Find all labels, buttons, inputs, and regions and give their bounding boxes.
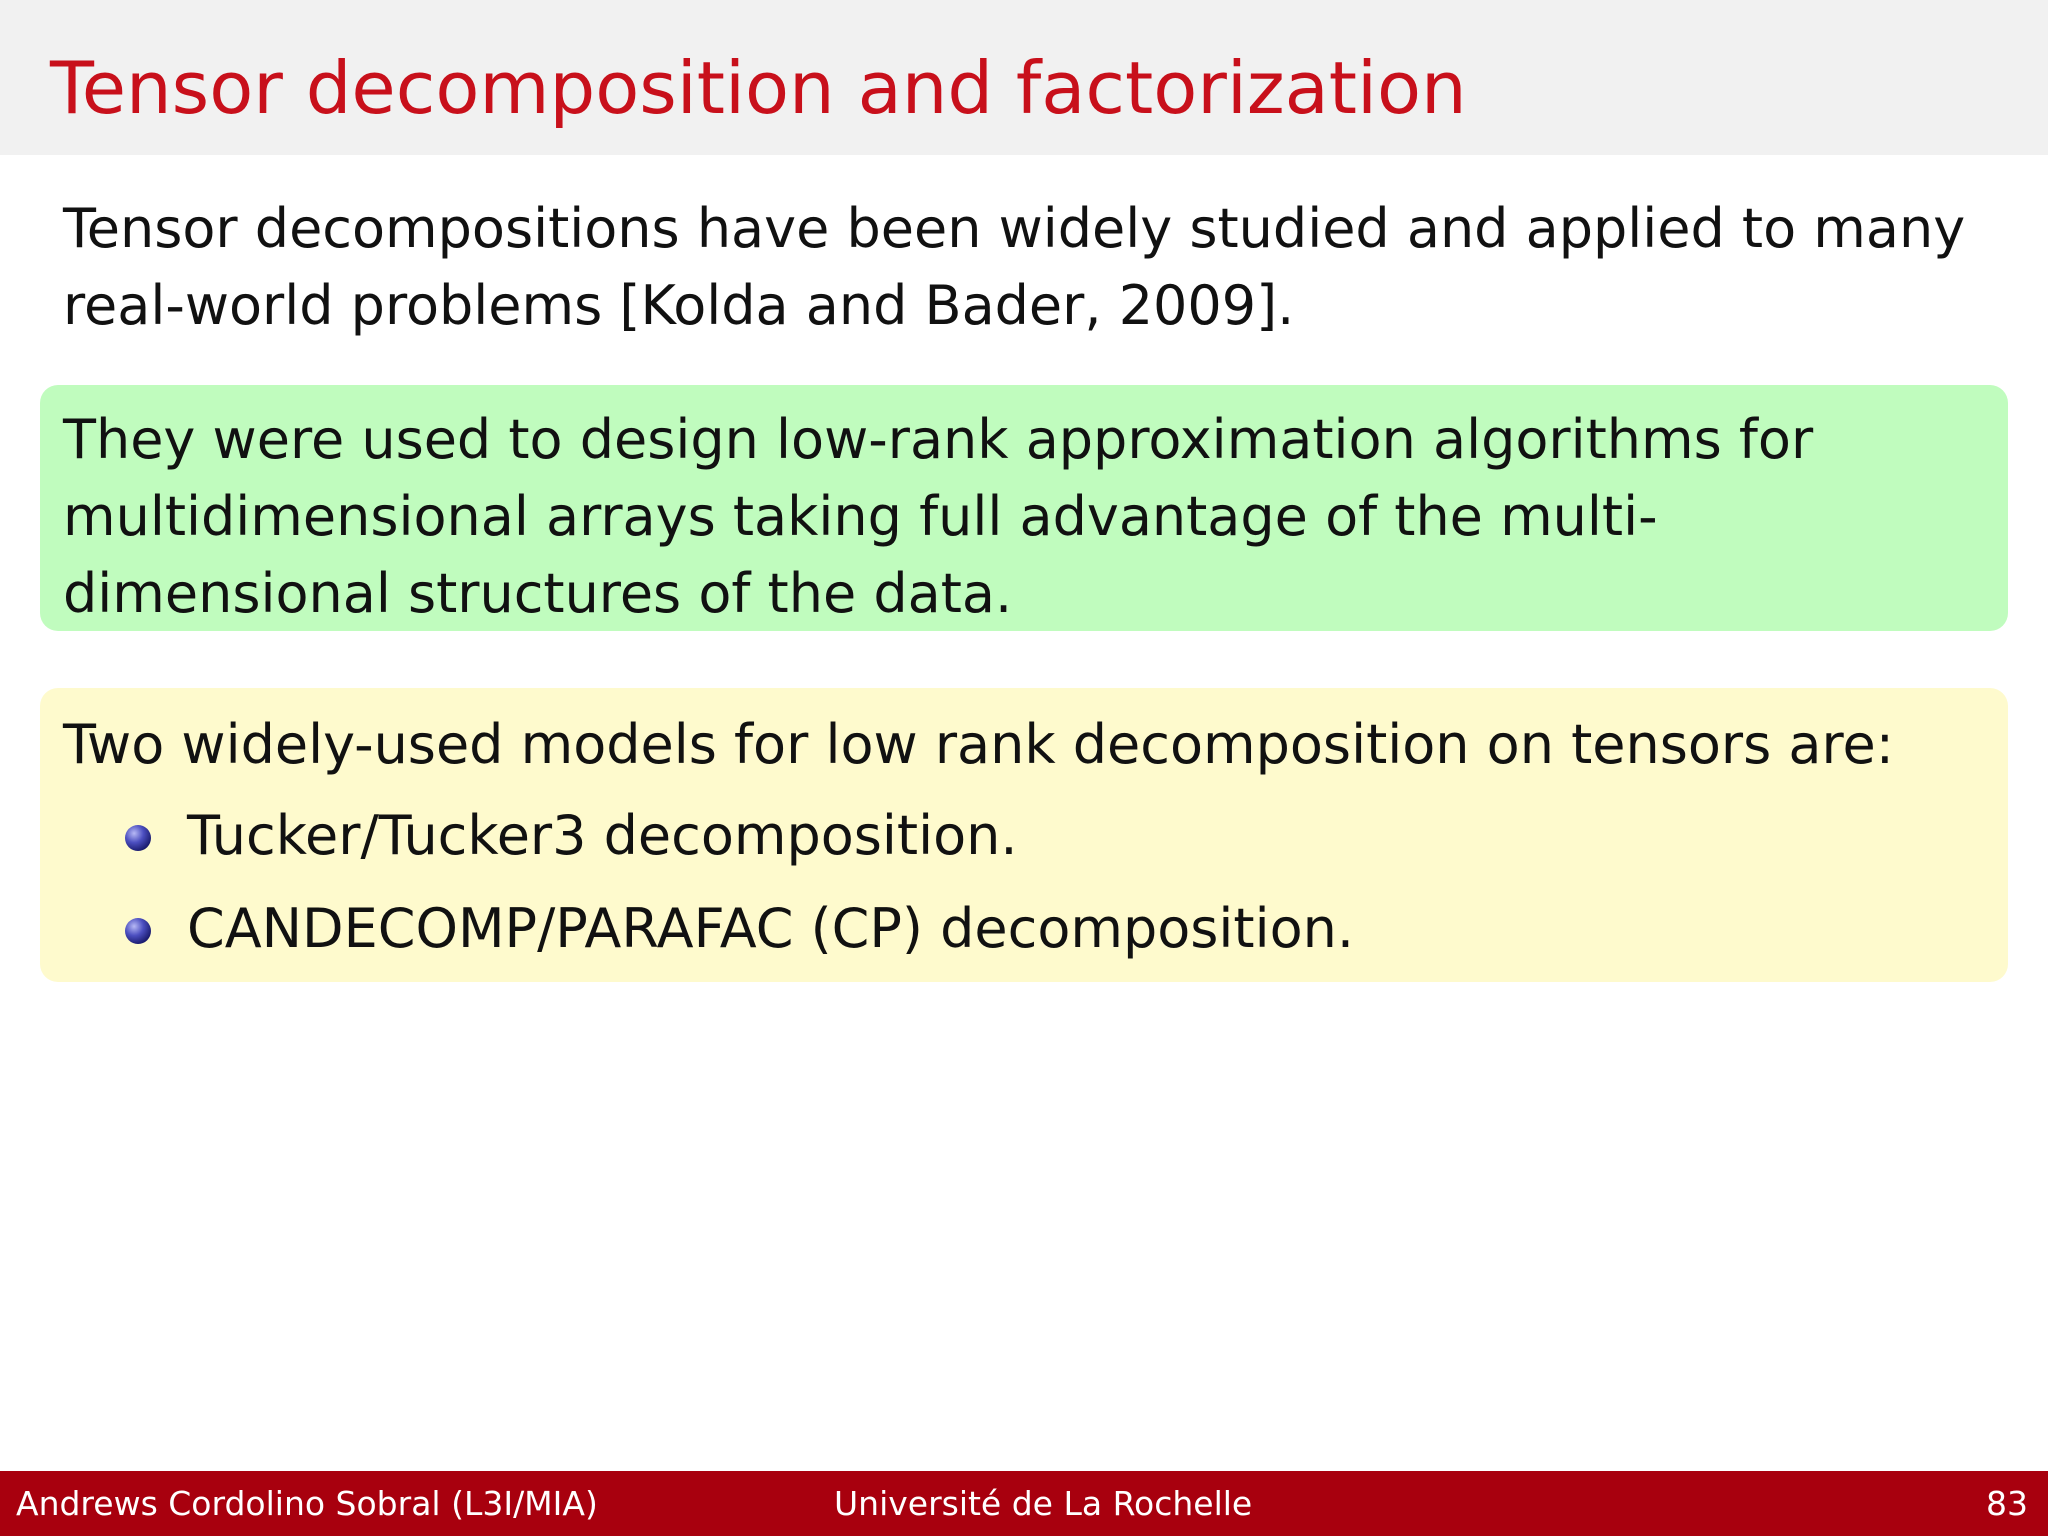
title-bar bbox=[0, 0, 2048, 155]
footer-bar bbox=[0, 1471, 2048, 1536]
highlight-block bbox=[40, 385, 2008, 631]
ball-bullet-icon bbox=[125, 918, 151, 944]
page-number: 83 bbox=[1986, 1484, 2028, 1523]
highlight-text: They were used to design low-rank approximation algorithms for multidimensional arrays taking full advantage of the multi-dimensional structures of the data. bbox=[63, 408, 1814, 625]
slide-title: Tensor decomposition and factorization bbox=[50, 46, 1467, 130]
intro-paragraph: Tensor decompositions have been widely studied and applied to many real-world problems [Kolda and Bader, 2009]. bbox=[63, 197, 1966, 337]
list-item-text: Tucker/Tucker3 decomposition. bbox=[187, 804, 1018, 867]
list-item-text: CANDECOMP/PARAFAC (CP) decomposition. bbox=[187, 897, 1355, 960]
models-list bbox=[63, 795, 1984, 981]
ball-bullet-icon bbox=[125, 825, 151, 851]
list-item bbox=[63, 888, 1984, 981]
footer-author: Andrews Cordolino Sobral (L3I/MIA) bbox=[16, 1484, 598, 1523]
models-block bbox=[40, 688, 2008, 982]
models-intro-text: Two widely-used models for low rank decomposition on tensors are: bbox=[63, 713, 1894, 776]
footer-institution: Université de La Rochelle bbox=[834, 1484, 1253, 1523]
list-item bbox=[63, 795, 1984, 888]
